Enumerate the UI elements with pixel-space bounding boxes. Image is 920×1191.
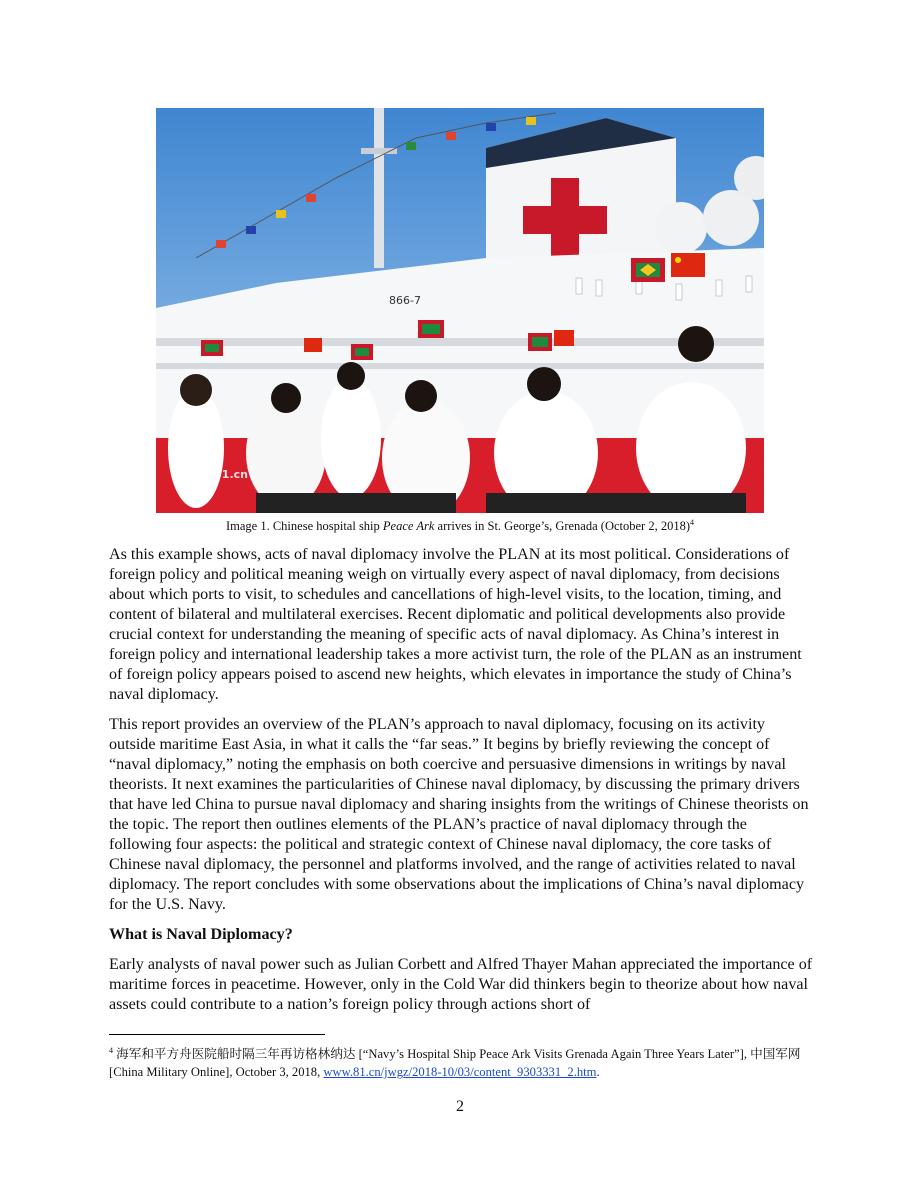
body-text (109, 545, 813, 1025)
footnote-separator (109, 1034, 325, 1035)
section-heading: What is Naval Diplomacy? (109, 926, 293, 943)
footnote-link[interactable]: www.81.cn/jwgz/2018-10/03/content_9303331_2.htm (323, 1065, 597, 1080)
caption-text-end: arrives in St. George’s, Grenada (October 2, 2018) (434, 519, 690, 534)
photo-peace-ark-arrival (156, 108, 764, 513)
caption-footnote-mark[interactable]: 4 (690, 518, 694, 527)
svg-text:866-7: 866-7 (389, 294, 421, 307)
caption-ship-name: Peace Ark (382, 519, 435, 534)
page-number: 2 (456, 1098, 464, 1115)
footnote-text: 海军和平方舟医院船时隔三年再访格林纳达 [“Navy’s Hospital Ship Peace Ark Visits Grenada Again Three Years Later”], 中国军网 [China Military Online], October 3, 2018, (109, 1047, 801, 1080)
caption-text: Image 1. Chinese hospital ship (225, 519, 383, 534)
paragraph-2: This report provides an overview of the PLAN’s approach to naval diplomacy, focusing on its activity outside maritime East Asia, in what it calls the “far seas.” It begins by briefly reviewing the concept of “naval diplomacy,” noting the emphasis on both coercive and persuasive dimensions in writings by naval theorists. It next examines the particularities of Chinese naval diplomacy, by discussing the primary drivers that have led China to pursue naval diplomacy and sharing insights from the writings of Chinese theorists on the topic. The report then outlines elements of the PLAN’s practice of naval diplomacy through the following four aspects: the political and strategic context of Chinese naval diplomacy, the core tasks of Chinese naval diplomacy, the personnel and platforms involved, and the range of activities related to naval diplomacy. The report concludes with some observations about the implications of China’s naval diplomacy for the U.S. Navy. (109, 716, 809, 913)
figure-caption (156, 515, 764, 534)
section-paragraph: Early analysts of naval power such as Julian Corbett and Alfred Thayer Mahan appreciated the importance of maritime forces in peacetime. However, only in the Cold War did thinkers begin to theorize about how naval assets could contribute to a nation’s foreign policy through actions short of (109, 956, 813, 1013)
paragraph-1: As this example shows, acts of naval diplomacy involve the PLAN at its most political. Considerations of foreign policy and political meaning weigh on virtually every aspect of naval diplomacy, from decisions about which ports to visit, to schedules and cancellations of high-level visits, to the location, timing, and content of bilateral and multilateral exercises. Recent diplomatic and political developments also provide crucial context for understanding the meaning of specific acts of naval diplomacy. As China’s interest in foreign policy and international leadership takes a more activist turn, the role of the PLAN as an instrument of foreign policy appears poised to ascend new heights, which elevates in importance the study of China’s naval diplomacy. (109, 546, 802, 703)
footnote-4 (109, 1042, 813, 1081)
footnote-mark: 4 (109, 1046, 113, 1055)
photo-watermark: Navy.81.cn (180, 468, 248, 481)
footnote-text-end: . (596, 1065, 600, 1080)
